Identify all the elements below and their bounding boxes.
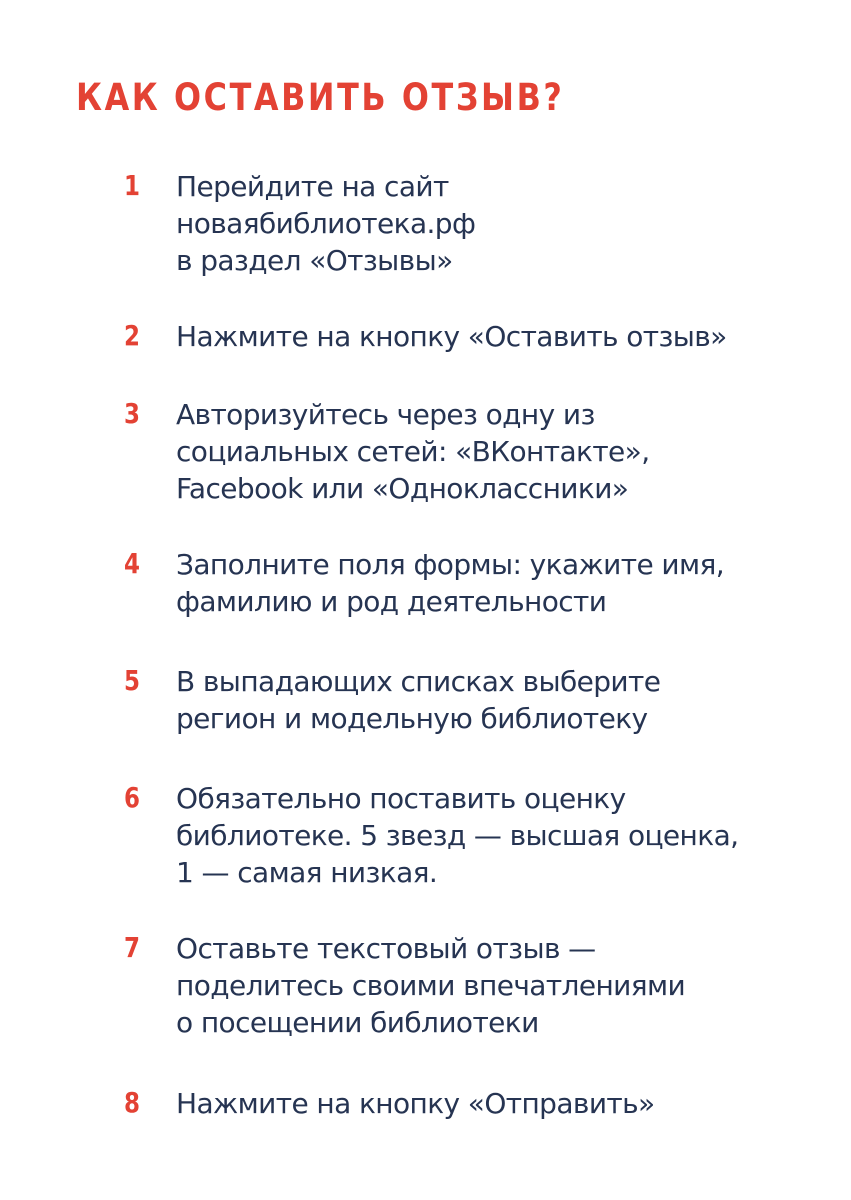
step-text [176, 663, 816, 737]
step-text-line: социальных сетей: «ВКонтакте», [176, 435, 650, 468]
step-text [176, 396, 816, 507]
step-text-line: Facebook или «Одноклассники» [176, 472, 629, 505]
step-text-line: Оставьте текстовый отзыв — [176, 932, 596, 965]
step-text-line: библиотеке. 5 звезд — высшая оценка, [176, 819, 739, 852]
step-number: 2 [124, 319, 140, 352]
step-text-line: о посещении библиотеки [176, 1006, 539, 1039]
step-text [176, 780, 816, 891]
step-number: 4 [124, 547, 140, 580]
step-text-line: Авторизуйтесь через одну из [176, 398, 595, 431]
step-number: 7 [124, 931, 140, 964]
step-number: 1 [124, 169, 140, 202]
step-text-line: Перейдите на сайт [176, 170, 449, 203]
step-text-line: поделитесь своими впечатлениями [176, 969, 686, 1002]
step-text-line: фамилию и род деятельности [176, 585, 607, 618]
step-number: 6 [124, 781, 140, 814]
step-text-line: Нажмите на кнопку «Отправить» [176, 1087, 655, 1120]
step-number: 3 [124, 397, 140, 430]
step-text-line: в раздел «Отзывы» [176, 244, 453, 277]
step-text-line: 1 — самая низкая. [176, 856, 438, 889]
step-text-line: регион и модельную библиотеку [176, 702, 648, 735]
step-number: 8 [124, 1086, 140, 1119]
step-text [176, 930, 816, 1041]
step-text-line: Нажмите на кнопку «Оставить отзыв» [176, 320, 727, 353]
step-text [176, 318, 816, 355]
step-text [176, 1085, 816, 1122]
step-text-line: новаябиблиотека.рф [176, 207, 476, 240]
step-text-line: В выпадающих списках выберите [176, 665, 661, 698]
page-title: КАК ОСТАВИТЬ ОТЗЫВ? [76, 76, 565, 119]
step-text [176, 546, 816, 620]
step-text-line: Заполните поля формы: укажите имя, [176, 548, 725, 581]
step-text-line: Обязательно поставить оценку [176, 782, 626, 815]
step-text [176, 168, 816, 279]
step-number: 5 [124, 664, 140, 697]
